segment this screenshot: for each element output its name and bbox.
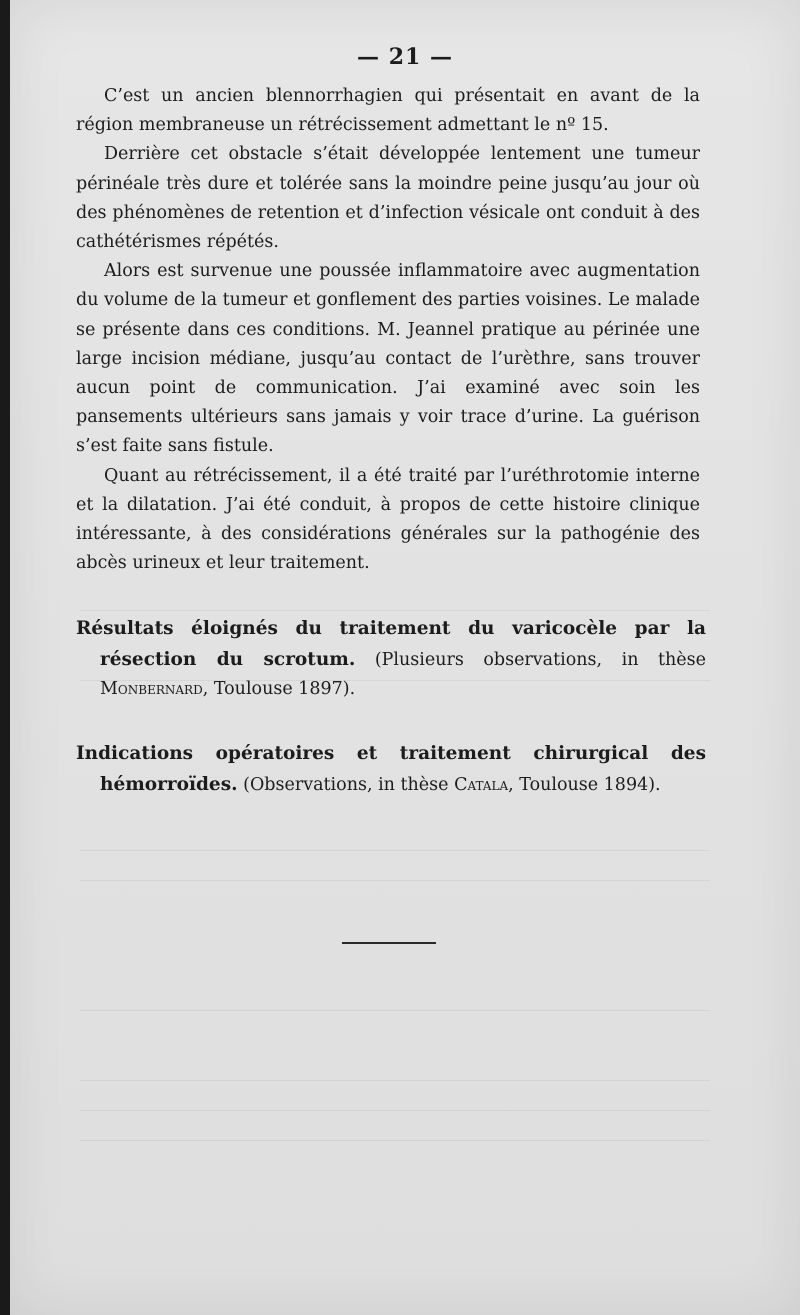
page-number: — 21 — bbox=[357, 44, 453, 70]
paragraph-3: Alors est survenue une poussée inflammatoire avec augmentation du volume de la tumeur et gonflement des parties voisines. Le malade se présente dans ces conditions. M. Jeannel pratique au périnée une large incision médiane, jusqu’au contact de l’urèthre, sans trouver aucun point de communication. J’ai examiné avec soin les pansements ultérieurs sans jamais y voir trace d’urine. La guérison s’est faite sans fistule. bbox=[76, 261, 700, 457]
entry-1-title: Résultats éloignés du traitement du varicocèle par la résection du scrotum. bbox=[76, 618, 706, 670]
entry-2-detail-after: , Toulouse 1894). bbox=[508, 774, 661, 795]
end-rule bbox=[342, 942, 436, 944]
entry-2-author: Catala bbox=[454, 774, 509, 795]
show-through-line bbox=[80, 1080, 710, 1081]
document-page bbox=[10, 0, 800, 1315]
entry-2-detail-before: (Observations, in thèse bbox=[237, 774, 455, 795]
show-through-line bbox=[80, 680, 710, 681]
entry-1-detail-after: , Toulouse 1897). bbox=[202, 679, 356, 699]
paragraph-1: C’est un ancien blennorrhagien qui présentait en avant de la région membraneuse un rétrécissement admettant le nº 15. bbox=[76, 86, 700, 136]
paragraph-4: Quant au rétrécissement, il a été traité par l’uréthrotomie interne et la dilatation. J’ai été conduit, à propos de cette histoire clinique intéressante, à des considérations générales sur la pathogénie des abcès urineux et leur traitement. bbox=[76, 465, 700, 574]
show-through-line bbox=[80, 1010, 710, 1011]
entry-1-detail-before: (Plusieurs observations, in thèse bbox=[355, 649, 706, 670]
bibliography-entry-2 bbox=[76, 739, 706, 800]
show-through-line bbox=[80, 1110, 710, 1111]
bibliography-entry-1 bbox=[76, 614, 706, 705]
entry-2-title: Indications opératoires et traitement chirurgical des hémorroïdes. bbox=[76, 743, 706, 795]
show-through-line bbox=[80, 850, 710, 851]
show-through-line bbox=[80, 1140, 710, 1141]
paragraph-2: Derrière cet obstacle s’était développée lentement une tumeur périnéale très dure et tolérée sans la moindre peine jusqu’au jour où des phénomènes de retention et d’infection vésicale ont conduit à des cathétérismes répétés. bbox=[76, 144, 700, 253]
entry-1-author: Monbernard bbox=[100, 679, 203, 699]
show-through-line bbox=[80, 880, 710, 881]
show-through-line bbox=[80, 610, 710, 611]
body-text bbox=[76, 82, 700, 578]
